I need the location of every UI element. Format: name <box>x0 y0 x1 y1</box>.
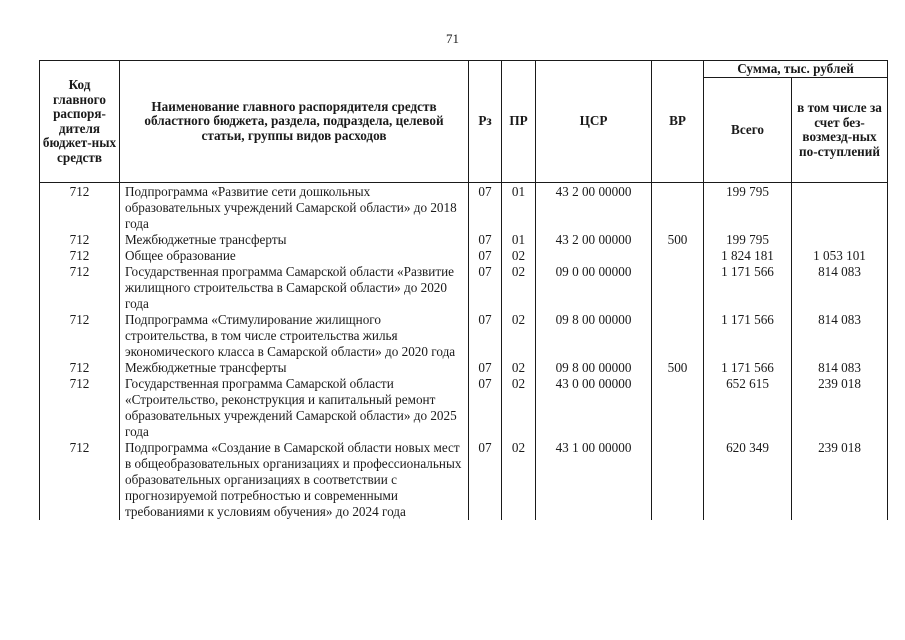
table-row <box>40 312 888 360</box>
cell-csr: 43 1 00 00000 <box>536 440 652 520</box>
cell-code: 712 <box>40 183 120 233</box>
cell-total: 199 795 <box>704 183 792 233</box>
cell-free: 1 053 101 <box>792 248 888 264</box>
cell-code: 712 <box>40 440 120 520</box>
table-header <box>40 61 888 183</box>
cell-pr: 02 <box>502 312 536 360</box>
table-row <box>40 232 888 248</box>
cell-csr: 43 2 00 00000 <box>536 232 652 248</box>
cell-free: 814 083 <box>792 312 888 360</box>
cell-name: Подпрограмма «Создание в Самарской области новых мест в общеобразовательных организациях и профессиональных образовательных организациях в соответствии с прогнозируемой потребностью и современными требованиями к условиям обучения» до 2024 года <box>120 440 469 520</box>
cell-vr <box>652 312 704 360</box>
table-row <box>40 360 888 376</box>
cell-name: Подпрограмма «Стимулирование жилищного строительства, в том числе строительства жилья экономического класса в Самарской области» до 2020 года <box>120 312 469 360</box>
cell-name: Государственная программа Самарской области «Строительство, реконструкция и капитальный ремонт образовательных учреждений Самарской области» до 2025 года <box>120 376 469 440</box>
cell-free <box>792 183 888 233</box>
cell-pr: 02 <box>502 440 536 520</box>
cell-code: 712 <box>40 360 120 376</box>
cell-vr <box>652 440 704 520</box>
cell-free: 814 083 <box>792 264 888 312</box>
cell-name: Подпрограмма «Развитие сети дошкольных образовательных учреждений Самарской области» до 2018 года <box>120 183 469 233</box>
cell-vr: 500 <box>652 232 704 248</box>
cell-name: Общее образование <box>120 248 469 264</box>
table-row <box>40 248 888 264</box>
cell-name: Государственная программа Самарской области «Развитие жилищного строительства в Самарской области» до 2020 года <box>120 264 469 312</box>
table-row <box>40 264 888 312</box>
cell-free: 239 018 <box>792 440 888 520</box>
cell-name: Межбюджетные трансферты <box>120 360 469 376</box>
table-row <box>40 183 888 233</box>
cell-csr: 09 8 00 00000 <box>536 360 652 376</box>
cell-csr: 09 0 00 00000 <box>536 264 652 312</box>
cell-free: 814 083 <box>792 360 888 376</box>
cell-vr <box>652 248 704 264</box>
cell-pr: 02 <box>502 376 536 440</box>
cell-pr: 02 <box>502 248 536 264</box>
cell-total: 199 795 <box>704 232 792 248</box>
cell-total: 620 349 <box>704 440 792 520</box>
cell-csr: 43 0 00 00000 <box>536 376 652 440</box>
cell-free <box>792 232 888 248</box>
cell-rz: 07 <box>469 440 502 520</box>
header-pr: ПР <box>502 61 536 183</box>
cell-code: 712 <box>40 248 120 264</box>
cell-csr <box>536 248 652 264</box>
table-row <box>40 440 888 520</box>
cell-vr <box>652 264 704 312</box>
cell-vr <box>652 376 704 440</box>
cell-total: 652 615 <box>704 376 792 440</box>
header-name: Наименование главного распорядителя средств областного бюджета, раздела, подраздела, целевой статьи, группы видов расходов <box>120 61 469 183</box>
cell-vr <box>652 183 704 233</box>
header-rz: Рз <box>469 61 502 183</box>
cell-name: Межбюджетные трансферты <box>120 232 469 248</box>
cell-code: 712 <box>40 312 120 360</box>
header-vr: ВР <box>652 61 704 183</box>
header-code: Код главного распоря-дителя бюджет-ных средств <box>40 61 120 183</box>
page-number: 71 <box>446 31 459 46</box>
cell-total: 1 171 566 <box>704 264 792 312</box>
cell-code: 712 <box>40 264 120 312</box>
header-total: Всего <box>704 78 792 183</box>
cell-pr: 02 <box>502 360 536 376</box>
cell-rz: 07 <box>469 248 502 264</box>
cell-free: 239 018 <box>792 376 888 440</box>
cell-csr: 09 8 00 00000 <box>536 312 652 360</box>
cell-code: 712 <box>40 232 120 248</box>
cell-rz: 07 <box>469 183 502 233</box>
cell-rz: 07 <box>469 232 502 248</box>
cell-code: 712 <box>40 376 120 440</box>
cell-total: 1 171 566 <box>704 360 792 376</box>
header-csr: ЦСР <box>536 61 652 183</box>
cell-pr: 02 <box>502 264 536 312</box>
cell-vr: 500 <box>652 360 704 376</box>
cell-csr: 43 2 00 00000 <box>536 183 652 233</box>
cell-rz: 07 <box>469 360 502 376</box>
cell-rz: 07 <box>469 264 502 312</box>
table-row <box>40 376 888 440</box>
table-body <box>40 183 888 521</box>
budget-table <box>39 60 888 520</box>
header-free: в том числе за счет без-возмезд-ных по-ступлений <box>792 78 888 183</box>
cell-total: 1 824 181 <box>704 248 792 264</box>
cell-rz: 07 <box>469 312 502 360</box>
cell-total: 1 171 566 <box>704 312 792 360</box>
cell-rz: 07 <box>469 376 502 440</box>
cell-pr: 01 <box>502 232 536 248</box>
header-sum-group: Сумма, тыс. рублей <box>704 61 888 78</box>
cell-pr: 01 <box>502 183 536 233</box>
